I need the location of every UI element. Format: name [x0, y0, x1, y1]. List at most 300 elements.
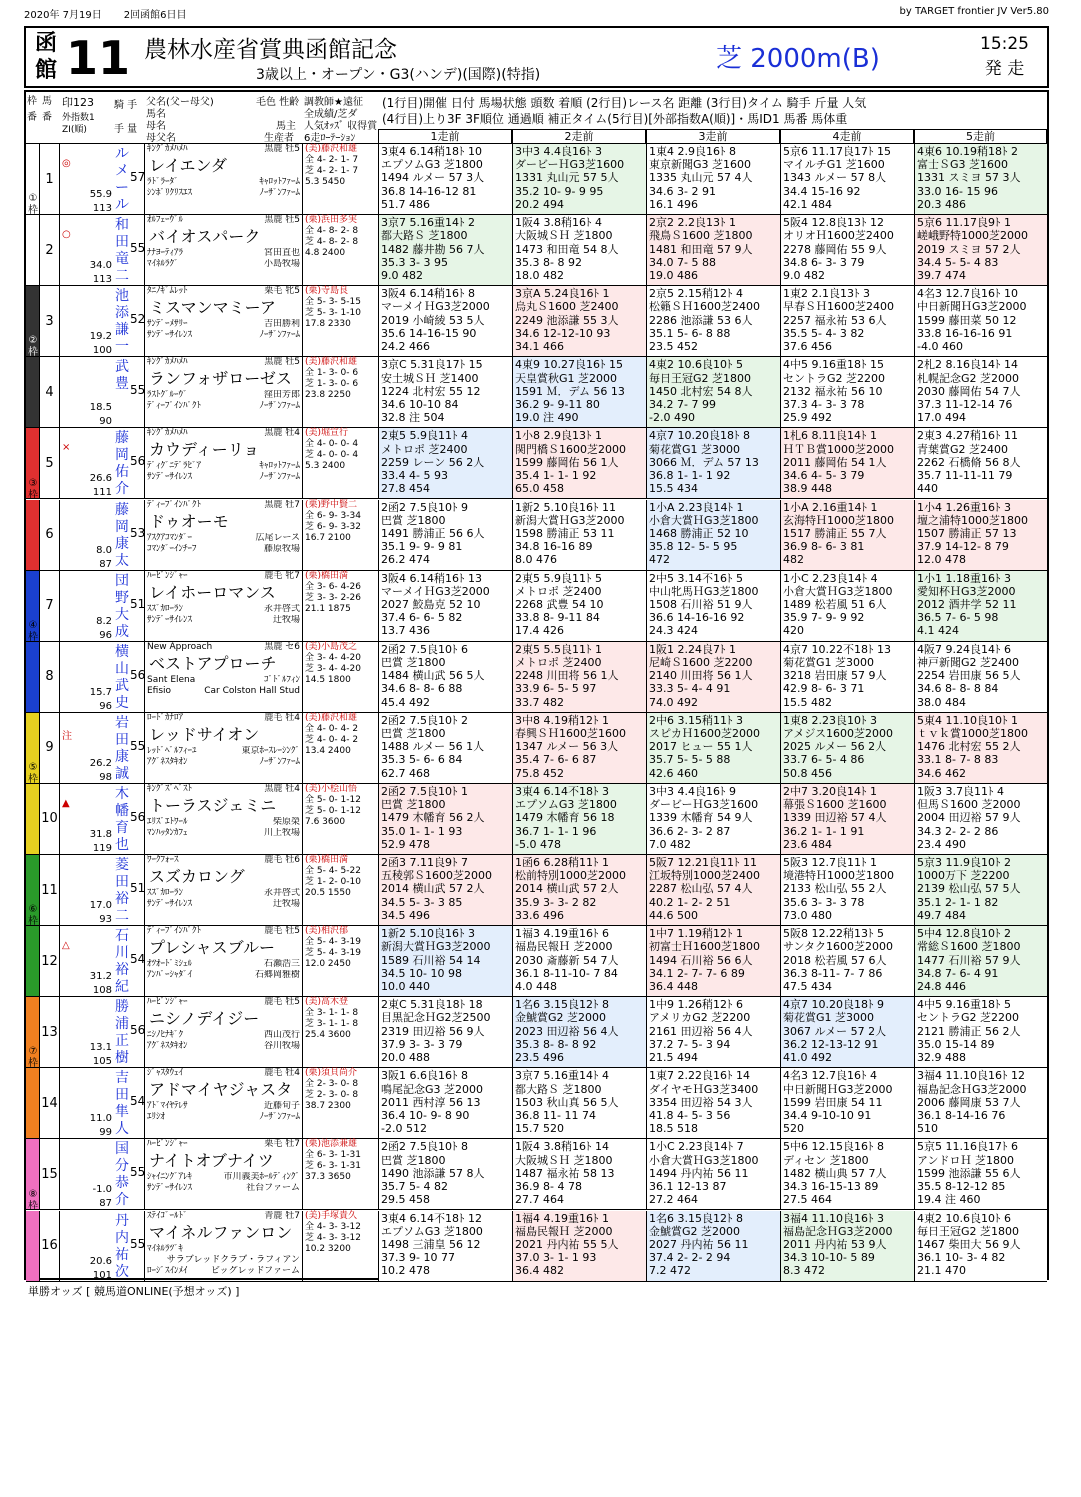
past-run-5[interactable] [914, 144, 1047, 214]
horse-number: 3 [40, 286, 60, 356]
run-index: 7.0 482 [649, 837, 691, 851]
past-run-4[interactable] [780, 926, 914, 996]
run-last3f: 37.3 9- 10 77 [381, 1251, 455, 1265]
run-meeting: 3福4 11.10良16ﾄ 12 [917, 1069, 1025, 1083]
venue: 函 館 [34, 31, 57, 83]
run-race: 目黒記念ＨG2芝2500 [381, 1011, 491, 1025]
past-run-5[interactable] [914, 997, 1047, 1067]
past-run-2[interactable] [512, 1139, 646, 1209]
horse-name[interactable]: マイネルファンロン [149, 1222, 293, 1242]
run-race: 早春ＳＨ1600芝2400 [783, 300, 894, 314]
horse-name[interactable]: プレシャスブルー [149, 938, 276, 958]
horse-name[interactable]: バイオスパーク [149, 227, 261, 247]
past-run-2[interactable] [512, 357, 646, 427]
past-run-3[interactable] [646, 997, 780, 1067]
run-index: -2.0 490 [649, 411, 695, 425]
waku-color-cell [26, 784, 40, 854]
breeder-name: 社台ファーム [246, 1183, 300, 1194]
damsire-line [145, 259, 302, 270]
run-meeting: 1名6 3.15良12ﾄ 8 [649, 1211, 743, 1225]
run-last3f: 33.0 16- 15 96 [917, 184, 998, 198]
run-index: 25.9 492 [783, 411, 832, 425]
past-run-2[interactable] [512, 855, 646, 925]
run-race: 新潟大賞ＨG3芝2000 [515, 513, 625, 527]
run-meeting: 5阪4 12.8良13ﾄ 12 [783, 216, 884, 230]
run-meeting: 1中7 1.19稍12ﾄ 1 [649, 927, 743, 941]
race-conditions: 3歳以上・オープン・G3(ハンデ)(国際)(特指) [256, 67, 541, 83]
damsire-name: ｱﾝﾊﾞｰｼｬﾀﾞｲ [147, 970, 193, 981]
past-run-3[interactable] [646, 855, 780, 925]
run-race: 1000万下 芝2200 [917, 869, 1010, 883]
run-meeting: 3京A 5.24良16ﾄ 1 [515, 287, 610, 301]
race-name: 農林水産省賞典函館記念 [144, 37, 397, 63]
run-race: ダービーＨG3芝1600 [649, 798, 759, 812]
run-index: 19.4 注 460 [917, 1193, 981, 1207]
run-meeting: 1小4 1.26重16ﾄ 3 [917, 500, 1011, 514]
jockey-name: 武豊 [115, 359, 129, 393]
run-index: 4.0 448 [515, 979, 557, 993]
horse-number: 13 [40, 997, 60, 1067]
run-time: 2286 池添謙 53 6人 [649, 313, 753, 327]
past-run-1[interactable] [378, 997, 512, 1067]
horse-name[interactable]: ベストアプローチ [149, 653, 277, 673]
run-index: 9.0 482 [381, 268, 423, 282]
run-meeting: 1小C 2.23良14ﾄ 7 [649, 1140, 744, 1154]
trainer-name: (栗)須貝尚介 [305, 1068, 358, 1079]
run-meeting: 2函3 7.11良9ﾄ 7 [381, 856, 468, 869]
run-index: 34.5 496 [381, 908, 430, 922]
horse-number: 12 [40, 926, 60, 996]
odds-value: 31.2 [89, 971, 112, 983]
jockey-name: 丹内祐次 [115, 1212, 129, 1280]
run-meeting: 4阪7 9.24良14ﾄ 6 [917, 642, 1011, 656]
waku-label: ⑥ 枠 [28, 904, 38, 928]
past-run-4[interactable] [780, 855, 914, 925]
carried-weight: 57 [130, 170, 146, 184]
past-run-2[interactable] [512, 642, 646, 712]
past-run-2[interactable] [512, 1211, 646, 1281]
dam-line [145, 319, 302, 330]
past-run-5[interactable] [914, 500, 1047, 570]
run-time: 2014 横山武 57 2人 [515, 882, 619, 896]
record-all: 全 3- 6- 4-26 [305, 581, 361, 592]
past-run-1[interactable] [378, 1139, 512, 1209]
past-run-5[interactable] [914, 713, 1047, 783]
run-time: 1494 ルメー 57 3人 [381, 171, 485, 185]
past-run-3[interactable] [646, 1139, 780, 1209]
past-run-3[interactable] [646, 215, 780, 285]
past-run-3[interactable] [646, 784, 780, 854]
past-run-4[interactable] [780, 1211, 914, 1281]
horse-info [144, 855, 302, 925]
run-time: 2012 酒井学 52 11 [917, 598, 1017, 611]
past-run-4[interactable] [780, 500, 914, 570]
damsire-name: ｻﾝﾃﾞｰｻｲﾚﾝｽ [147, 1183, 193, 1194]
horse-name[interactable]: カウディーリョ [149, 440, 260, 460]
past-run-3[interactable] [646, 1068, 780, 1138]
waku-label: ③ 枠 [28, 477, 38, 501]
horse-name[interactable]: ミスマンマミーア [149, 298, 276, 318]
run-index: 19.0 486 [649, 268, 698, 282]
run-index: 510 [917, 1122, 938, 1136]
stable-info [302, 144, 378, 214]
past-run-2[interactable] [512, 1068, 646, 1138]
dam-name: ｻﾝﾃﾞｰﾒｻﾘｰ [147, 319, 188, 330]
run-race: 小倉大賞ＨG3芝1800 [783, 584, 893, 598]
horse-info [144, 428, 302, 498]
past-run-4[interactable] [780, 571, 914, 641]
run-last3f: 33.1 8- 7- 8 83 [917, 753, 999, 767]
run-time: 1473 和田竜 54 8人 [515, 242, 619, 256]
dam-name: ｱﾄﾞﾏｲﾔﾃﾚｻ [147, 1101, 188, 1112]
prize-money: 10.2 3200 [305, 1243, 351, 1254]
past-run-3[interactable] [646, 286, 780, 356]
horse-name[interactable]: トーラスジェミニ [149, 795, 277, 815]
run-meeting: 4名3 12.7良16ﾄ 4 [783, 1069, 877, 1083]
stable-info [302, 1139, 378, 1209]
run-index: 20.2 494 [515, 197, 564, 211]
run-index: 17.4 426 [515, 624, 564, 638]
past-run-1[interactable] [378, 428, 512, 498]
index-odds [62, 686, 112, 714]
run-meeting: 2中7 3.20良14ﾄ 1 [783, 784, 877, 798]
past-run-2[interactable] [512, 500, 646, 570]
sire-line [145, 713, 302, 724]
past-run-2[interactable] [512, 144, 646, 214]
horse-name[interactable]: ニシノデイジー [149, 1009, 260, 1029]
col-father: 父名(父ー母父) [146, 97, 214, 108]
record-all: 全 4- 0- 4- 2 [305, 723, 359, 734]
coat-sex-age: 黒鹿 牡5 [264, 144, 300, 154]
run-race: マーメイＨG3芝2000 [381, 300, 490, 314]
past-run-2[interactable] [512, 926, 646, 996]
run-race: 愛知杯ＨG3芝2000 [917, 584, 1016, 598]
col-owner: 馬主 [276, 121, 296, 132]
past-run-1[interactable] [378, 1068, 512, 1138]
index-odds [62, 1255, 112, 1283]
run-last3f: 37.0 3- 1- 1 93 [515, 1251, 597, 1265]
run-last3f: 35.4 7- 6- 6 87 [515, 753, 597, 767]
index-odds [62, 472, 112, 500]
run-time: 1482 横山典 57 7人 [783, 1166, 887, 1180]
damsire-line [145, 615, 302, 626]
run-index: 10.2 478 [381, 1264, 430, 1278]
run-time: 1517 勝浦正 55 7人 [783, 526, 887, 540]
breeder-name: 川上牧場 [263, 827, 300, 838]
owner-name: ｺﾞﾄﾞﾙﾌｨﾝ [263, 674, 300, 685]
col-record: 全成績/芝ダ [304, 109, 358, 120]
horse-info [144, 784, 302, 854]
past-run-5[interactable] [914, 855, 1047, 925]
zi-value: 108 [92, 985, 112, 997]
run-meeting: 3阪1 6.6良16ﾄ 8 [381, 1069, 468, 1083]
damsire-line [145, 188, 302, 199]
top-bar [24, 6, 1049, 22]
run-race: マーメイＨG3芝2000 [381, 584, 490, 598]
past-run-4[interactable] [780, 997, 914, 1067]
run-race: 都大路Ｓ 芝1800 [515, 1082, 602, 1096]
past-run-5[interactable] [914, 357, 1047, 427]
breeder-name: ﾉｰｻﾞﾝﾌｧｰﾑ [259, 1112, 300, 1123]
run-race: 関門橋Ｓ1600芝2000 [515, 442, 626, 456]
col-trainer: 調教師★遠征 [304, 97, 363, 108]
past-run-3[interactable] [646, 500, 780, 570]
run-race: サンタク1600芝2000 [783, 940, 893, 954]
run-last3f: 34.1 2- 7- 7- 6 89 [649, 966, 745, 980]
past-run-3[interactable] [646, 926, 780, 996]
past-run-4[interactable] [780, 357, 914, 427]
race-number: 11 [66, 31, 131, 85]
waku-label: ⑤ 枠 [28, 761, 38, 785]
horse-name[interactable]: アドマイヤジャスタ [149, 1080, 293, 1100]
past-run-5[interactable] [914, 784, 1047, 854]
run-time: 1343 ルメー 57 8人 [783, 171, 887, 185]
past-run-1[interactable] [378, 500, 512, 570]
run-index: 36.4 448 [649, 979, 698, 993]
past-run-5[interactable] [914, 1139, 1047, 1209]
zi-value: 101 [92, 1269, 112, 1281]
breeder-name: 谷川牧場 [263, 1041, 300, 1052]
past-run-2[interactable] [512, 215, 646, 285]
past-run-3[interactable] [646, 357, 780, 427]
index-odds [62, 899, 112, 927]
run-time: 1599 池添謙 55 6人 [917, 1166, 1021, 1180]
past-run-2[interactable] [512, 997, 646, 1067]
jockey-name: 木幡育也 [115, 785, 129, 853]
horse-row [26, 144, 1047, 215]
past-run-3[interactable] [646, 144, 780, 214]
prize-money: 12.0 2450 [305, 959, 351, 970]
run-time: 3067 ルメー 57 2人 [783, 1024, 887, 1038]
dam-name: ﾆｼﾉﾋﾅｷﾞｸ [147, 1030, 184, 1041]
past-run-5[interactable] [914, 571, 1047, 641]
past-run-5[interactable] [914, 286, 1047, 356]
past-run-4[interactable] [780, 713, 914, 783]
horse-row [26, 571, 1047, 642]
run-index: 520 [783, 1122, 804, 1136]
run-race: 境港特Ｈ1000芝1800 [783, 869, 894, 883]
past-run-4[interactable] [780, 784, 914, 854]
run-meeting: 2中5 3.14不16ﾄ 5 [649, 571, 743, 585]
owner-name: 窪田芳郎 [263, 390, 300, 401]
run-index: 27.5 464 [783, 1193, 832, 1207]
sire-line [145, 997, 302, 1008]
record-all: 全 2- 3- 0- 8 [305, 1079, 359, 1090]
carried-weight: 55 [130, 1236, 146, 1251]
horse-number: 7 [40, 571, 60, 641]
run-last3f: 35.3 8- 8 92 [515, 255, 582, 269]
run-index: 8.0 476 [515, 553, 557, 567]
run-race: 金鯱賞G2 芝2000 [515, 1011, 607, 1025]
sire-name: ﾀﾆﾉｷﾞﾑﾚｯﾄ [147, 286, 188, 297]
past-run-3[interactable] [646, 642, 780, 712]
post-time [980, 32, 1029, 82]
prize-money: 38.7 2300 [305, 1101, 351, 1112]
run-race: 東京新聞G3 芝1600 [649, 158, 752, 172]
run-meeting: 4東2 10.6良10ﾄ 6 [917, 1211, 1011, 1225]
horse-name[interactable]: ランフォザローゼス [149, 369, 292, 389]
run-time: 1598 勝浦正 53 11 [515, 526, 615, 540]
run-last3f: 35.1 9- 9- 9 81 [381, 540, 463, 554]
sire-line [145, 784, 302, 795]
past-run-1[interactable] [378, 357, 512, 427]
run-race: 玄海特Ｈ1000芝1800 [783, 513, 894, 527]
past-run-1[interactable] [378, 713, 512, 783]
run-time: 2006 藤岡康 53 7人 [917, 1095, 1021, 1109]
sire-name: ﾃﾞｨｰﾌﾟｲﾝﾊﾟｸﾄ [147, 499, 202, 510]
run-time: 2259 レーン 56 2人 [381, 455, 485, 469]
record-turf: 芝 3- 4- 4-20 [305, 663, 361, 674]
waku-label: ⑧ 枠 [28, 1188, 38, 1212]
past-run-1[interactable] [378, 571, 512, 641]
run-last3f: 35.4 1- 1- 1 92 [515, 469, 597, 482]
horse-info [144, 571, 302, 641]
coat-sex-age: 黒鹿 牡4 [264, 783, 300, 794]
past-run-4[interactable] [780, 215, 914, 285]
past-run-3[interactable] [646, 428, 780, 498]
past-run-1[interactable] [378, 215, 512, 285]
carried-weight: 55 [130, 241, 146, 256]
breeder-name: ﾉｰｻﾞﾝﾌｧｰﾑ [259, 188, 300, 198]
past-run-2[interactable] [512, 784, 646, 854]
run-time: 1468 勝浦正 52 10 [649, 526, 749, 540]
past-run-5[interactable] [914, 642, 1047, 712]
horse-number: 14 [40, 1068, 60, 1138]
run-race: 菊花賞G1 芝3000 [783, 1011, 875, 1025]
dam-line [145, 1101, 302, 1112]
horse-name[interactable]: レイホーロマンス [149, 582, 276, 602]
breeder-name: 藤原牧場 [263, 543, 300, 554]
run-meeting: 5阪8 12.22稍13ﾄ 5 [783, 927, 884, 941]
owner-name: 市川義美ﾎｰﾙﾃﾞｨﾝｸﾞ [223, 1172, 300, 1183]
horse-name[interactable]: ドゥオーモ [149, 511, 229, 531]
horse-name[interactable]: スズカロング [149, 867, 245, 886]
run-last3f: 34.3 16-15-13 89 [783, 1180, 879, 1193]
past-run-3[interactable] [646, 713, 780, 783]
trainer-name: (美)小桧山悟 [305, 783, 358, 794]
run-time: 1335 丸山元 57 4人 [649, 171, 753, 185]
trainer-name: (美)藤沢和雄 [305, 144, 358, 154]
past-run-3[interactable] [646, 1211, 780, 1281]
record-all: 全 5- 3- 5-15 [305, 297, 361, 308]
run-meeting: 2札2 8.16良14ﾄ 14 [917, 358, 1018, 372]
run-last3f: 35.5 5- 4- 3 82 [783, 326, 865, 340]
run-time: 1331 丸山元 57 5人 [515, 171, 619, 185]
past-run-1[interactable] [378, 855, 512, 925]
run-meeting: 1東8 2.23良10ﾄ 3 [783, 713, 877, 727]
coat-sex-age: 栗毛 牡7 [264, 1139, 300, 1150]
horse-name[interactable]: ナイトオブナイツ [149, 1151, 274, 1171]
dam-line [145, 177, 302, 188]
run-meeting: 5中4 12.8良10ﾄ 2 [917, 927, 1011, 941]
record-turf: 芝 3- 3- 2-26 [305, 592, 361, 603]
run-race: セントラG2 芝2200 [783, 371, 886, 385]
run-race: 但馬Ｓ1600 芝2000 [917, 798, 1021, 812]
dam-line [145, 1244, 302, 1266]
past-run-4[interactable] [780, 144, 914, 214]
race-course: 芝 2000m(B) [716, 44, 880, 74]
run-race: 江坂特別1000芝2400 [649, 869, 760, 883]
run-last3f: 37.4 2- 2- 2 94 [649, 1251, 731, 1265]
run-last3f: 34.3 10-10- 5 89 [783, 1251, 875, 1265]
index-odds [62, 828, 112, 856]
run-last3f: 35.7 11-11-11 79 [917, 469, 1013, 482]
damsire-name: ﾛｰｼﾞｽｲﾝﾒｲ [147, 1265, 188, 1276]
damsire-name: ｻﾝﾃﾞｰｻｲﾚﾝｽ [147, 330, 193, 341]
past-run-5[interactable] [914, 1068, 1047, 1138]
run-meeting: 4中5 9.16重18ﾄ 5 [917, 998, 1011, 1012]
run-index: 440 [917, 482, 938, 496]
run-time: 1347 ルメー 56 3人 [515, 740, 619, 754]
past-run-1[interactable] [378, 784, 512, 854]
run-race: オリオＨ1600芝2400 [783, 229, 894, 243]
past-run-5[interactable] [914, 215, 1047, 285]
run-meeting: 2京5 2.15稍12ﾄ 4 [649, 287, 743, 301]
past-run-2[interactable] [512, 286, 646, 356]
zi-value: 119 [92, 842, 112, 854]
run-time: 2018 松若風 57 6人 [783, 953, 887, 967]
run-time: 2262 石橋脩 56 8人 [917, 455, 1021, 469]
owner-name: 永井啓弍 [263, 603, 300, 614]
past-run-4[interactable] [780, 1139, 914, 1209]
dam-name: ﾚｯﾄﾞﾍﾞﾙﾌｨｰﾕ [147, 745, 197, 756]
run-time: 2019 スミヨ 57 2人 [917, 242, 1021, 256]
run-last3f: 35.6 14-16-15 90 [381, 326, 477, 340]
past-run-1[interactable] [378, 286, 512, 356]
past-run-5[interactable] [914, 926, 1047, 996]
post-time-value: 15:25 [980, 34, 1029, 54]
waku-color-cell [26, 1068, 40, 1138]
past-run-5[interactable] [914, 428, 1047, 498]
past-run-5[interactable] [914, 1211, 1047, 1281]
past-run-3[interactable] [646, 571, 780, 641]
past-run-1[interactable] [378, 642, 512, 712]
run-meeting: 1小8 2.9良13ﾄ 1 [515, 429, 602, 443]
run-index: 20.3 486 [917, 197, 966, 211]
run-index: 50.8 456 [783, 766, 832, 780]
run-last3f: 36.8 11- 11 74 [515, 1108, 596, 1122]
run-index: 482 [783, 553, 804, 567]
dam-line [145, 248, 302, 259]
run-race: 中山牝馬ＨG3芝1800 [649, 584, 759, 598]
past-run-4[interactable] [780, 428, 914, 498]
horse-name[interactable]: レッドサイオン [149, 724, 260, 744]
past-run-1[interactable] [378, 926, 512, 996]
horse-number: 2 [40, 215, 60, 285]
past-run-1[interactable] [378, 1211, 512, 1281]
index-odds [62, 757, 112, 785]
past-run-4[interactable] [780, 642, 914, 712]
run-time: 2025 ルメー 56 2人 [783, 740, 887, 754]
past-run-1[interactable] [378, 144, 512, 214]
run-time: 1482 藤井勘 56 7人 [381, 242, 485, 256]
run-last3f: 36.2 12-13-12 91 [783, 1037, 879, 1051]
run-header-4: 4走前 [780, 129, 914, 144]
past-run-2[interactable] [512, 713, 646, 783]
past-run-2[interactable] [512, 428, 646, 498]
run-index: 32.8 注 504 [381, 411, 445, 425]
past-run-4[interactable] [780, 1068, 914, 1138]
run-index: 65.0 458 [515, 482, 564, 496]
past-run-2[interactable] [512, 571, 646, 641]
past-run-4[interactable] [780, 286, 914, 356]
run-time: 1479 木幡育 56 2人 [381, 811, 485, 825]
run-last3f: 34.6 8- 8- 8 84 [917, 682, 999, 696]
run-index: 12.0 478 [917, 553, 966, 567]
carried-weight: 51 [130, 596, 146, 611]
horse-name[interactable]: レイエンダ [149, 156, 227, 175]
coat-sex-age: 鹿毛 牡5 [264, 926, 300, 937]
